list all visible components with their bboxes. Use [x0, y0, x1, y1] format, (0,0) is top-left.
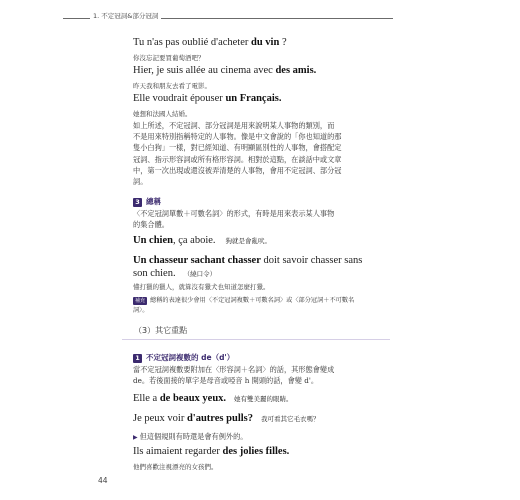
section-number-badge: 3 — [133, 198, 142, 207]
section-other-title: （3）其它重點 — [134, 326, 188, 335]
running-header: 1. 不定冠詞&部分冠詞 — [90, 11, 161, 20]
example-chinese-1: 你沒忘記要買葡萄酒吧？ — [133, 54, 205, 62]
exception-note: ▶ 但這個規則有時還是會有例外的。 — [133, 432, 248, 441]
explanation-line: 不是用來特別指稱特定的人事物。像是中文會說的「你也知道的那 — [133, 132, 342, 142]
example-french-8: Ils aimaient regarder des jolies filles. — [133, 446, 290, 457]
subsection-line: 當不定冠詞複數要附加在〈形容詞＋名詞〉的話，其形態會變成 — [133, 365, 335, 374]
triangle-arrow-icon: ▶ — [133, 434, 138, 441]
example-french-1: Tu n'as pas oublié d'acheter du vin ? — [133, 37, 287, 48]
example-french-7: Je peux voir d'autres pulls? 我可看其它毛衣嗎？ — [133, 413, 320, 424]
explanation-line: 中，第一次出現或還沒被弄清楚的人事物，會用不定冠詞、部分冠 — [133, 165, 342, 175]
supplement-note — [133, 296, 391, 316]
note-line: 補充 總稱的表達很少會用〈不定冠詞複數＋可數名詞〉或〈部分冠詞＋不可數名 — [135, 297, 355, 304]
example-chinese-2: 昨天我和朋友去看了電影。 — [133, 82, 211, 90]
example-chinese-5: 懂打獵的獵人，就算沒有獵犬也知道怎麼打獵。 — [133, 283, 270, 291]
example-french-3: Elle voudrait épouser un Français. — [133, 93, 282, 104]
explanation-line: 隻小白狗」一樣，對已經知道、有明顯區別性的人事物，會搭配定 — [133, 143, 342, 153]
example-french-2: Hier, je suis allée au cinema avec des amis. — [133, 65, 317, 76]
example-french-4: Un chien, ça aboie. 狗就是會亂吠。 — [133, 235, 272, 246]
section-other-header — [122, 322, 390, 338]
explanation-line: 如上所述，不定冠詞、部分冠詞是用來說明某人事物的類別，而 — [133, 121, 335, 130]
section3-line: 〈不定冠詞單數＋可數名詞〉的形式，有時是用來表示某人事物 — [133, 209, 335, 218]
subsection-line: de。若後面接的單字是母音或啞音 h 開頭的話，會變 d'。 — [133, 376, 319, 386]
example-french-6: Elle a de beaux yeux. 她有雙美麗的眼睛。 — [133, 393, 293, 404]
section3-line: 的集合體。 — [133, 220, 169, 230]
subsection-number-badge: 1 — [133, 354, 142, 363]
subsection-heading-1: 1 不定冠詞複數的 de（d'） — [133, 352, 234, 363]
example-french-5-line1: Un chasseur sachant chasser doit savoir chasser sans — [133, 255, 363, 266]
example-chinese-8: 他們喜歡注視漂亮的女孩們。 — [133, 463, 218, 471]
section-rule — [122, 339, 390, 340]
page-number: 44 — [98, 476, 108, 485]
explanation-paragraph — [133, 120, 388, 187]
explanation-line: 冠詞、指示形容詞或所有格形容詞。相對於這點，在談話中或文章 — [133, 154, 342, 164]
explanation-line: 詞。 — [133, 177, 148, 187]
note-line: 詞〉。 — [133, 307, 149, 314]
example-french-5-line2: son chien. （繞口令） — [133, 268, 217, 279]
section3-paragraph — [133, 208, 388, 230]
note-tag: 補充 — [135, 298, 146, 304]
section-heading-3: 3 總稱 — [133, 196, 161, 207]
subsection-paragraph — [133, 364, 388, 386]
example-chinese-3: 她想和法國人結婚。 — [133, 110, 192, 118]
